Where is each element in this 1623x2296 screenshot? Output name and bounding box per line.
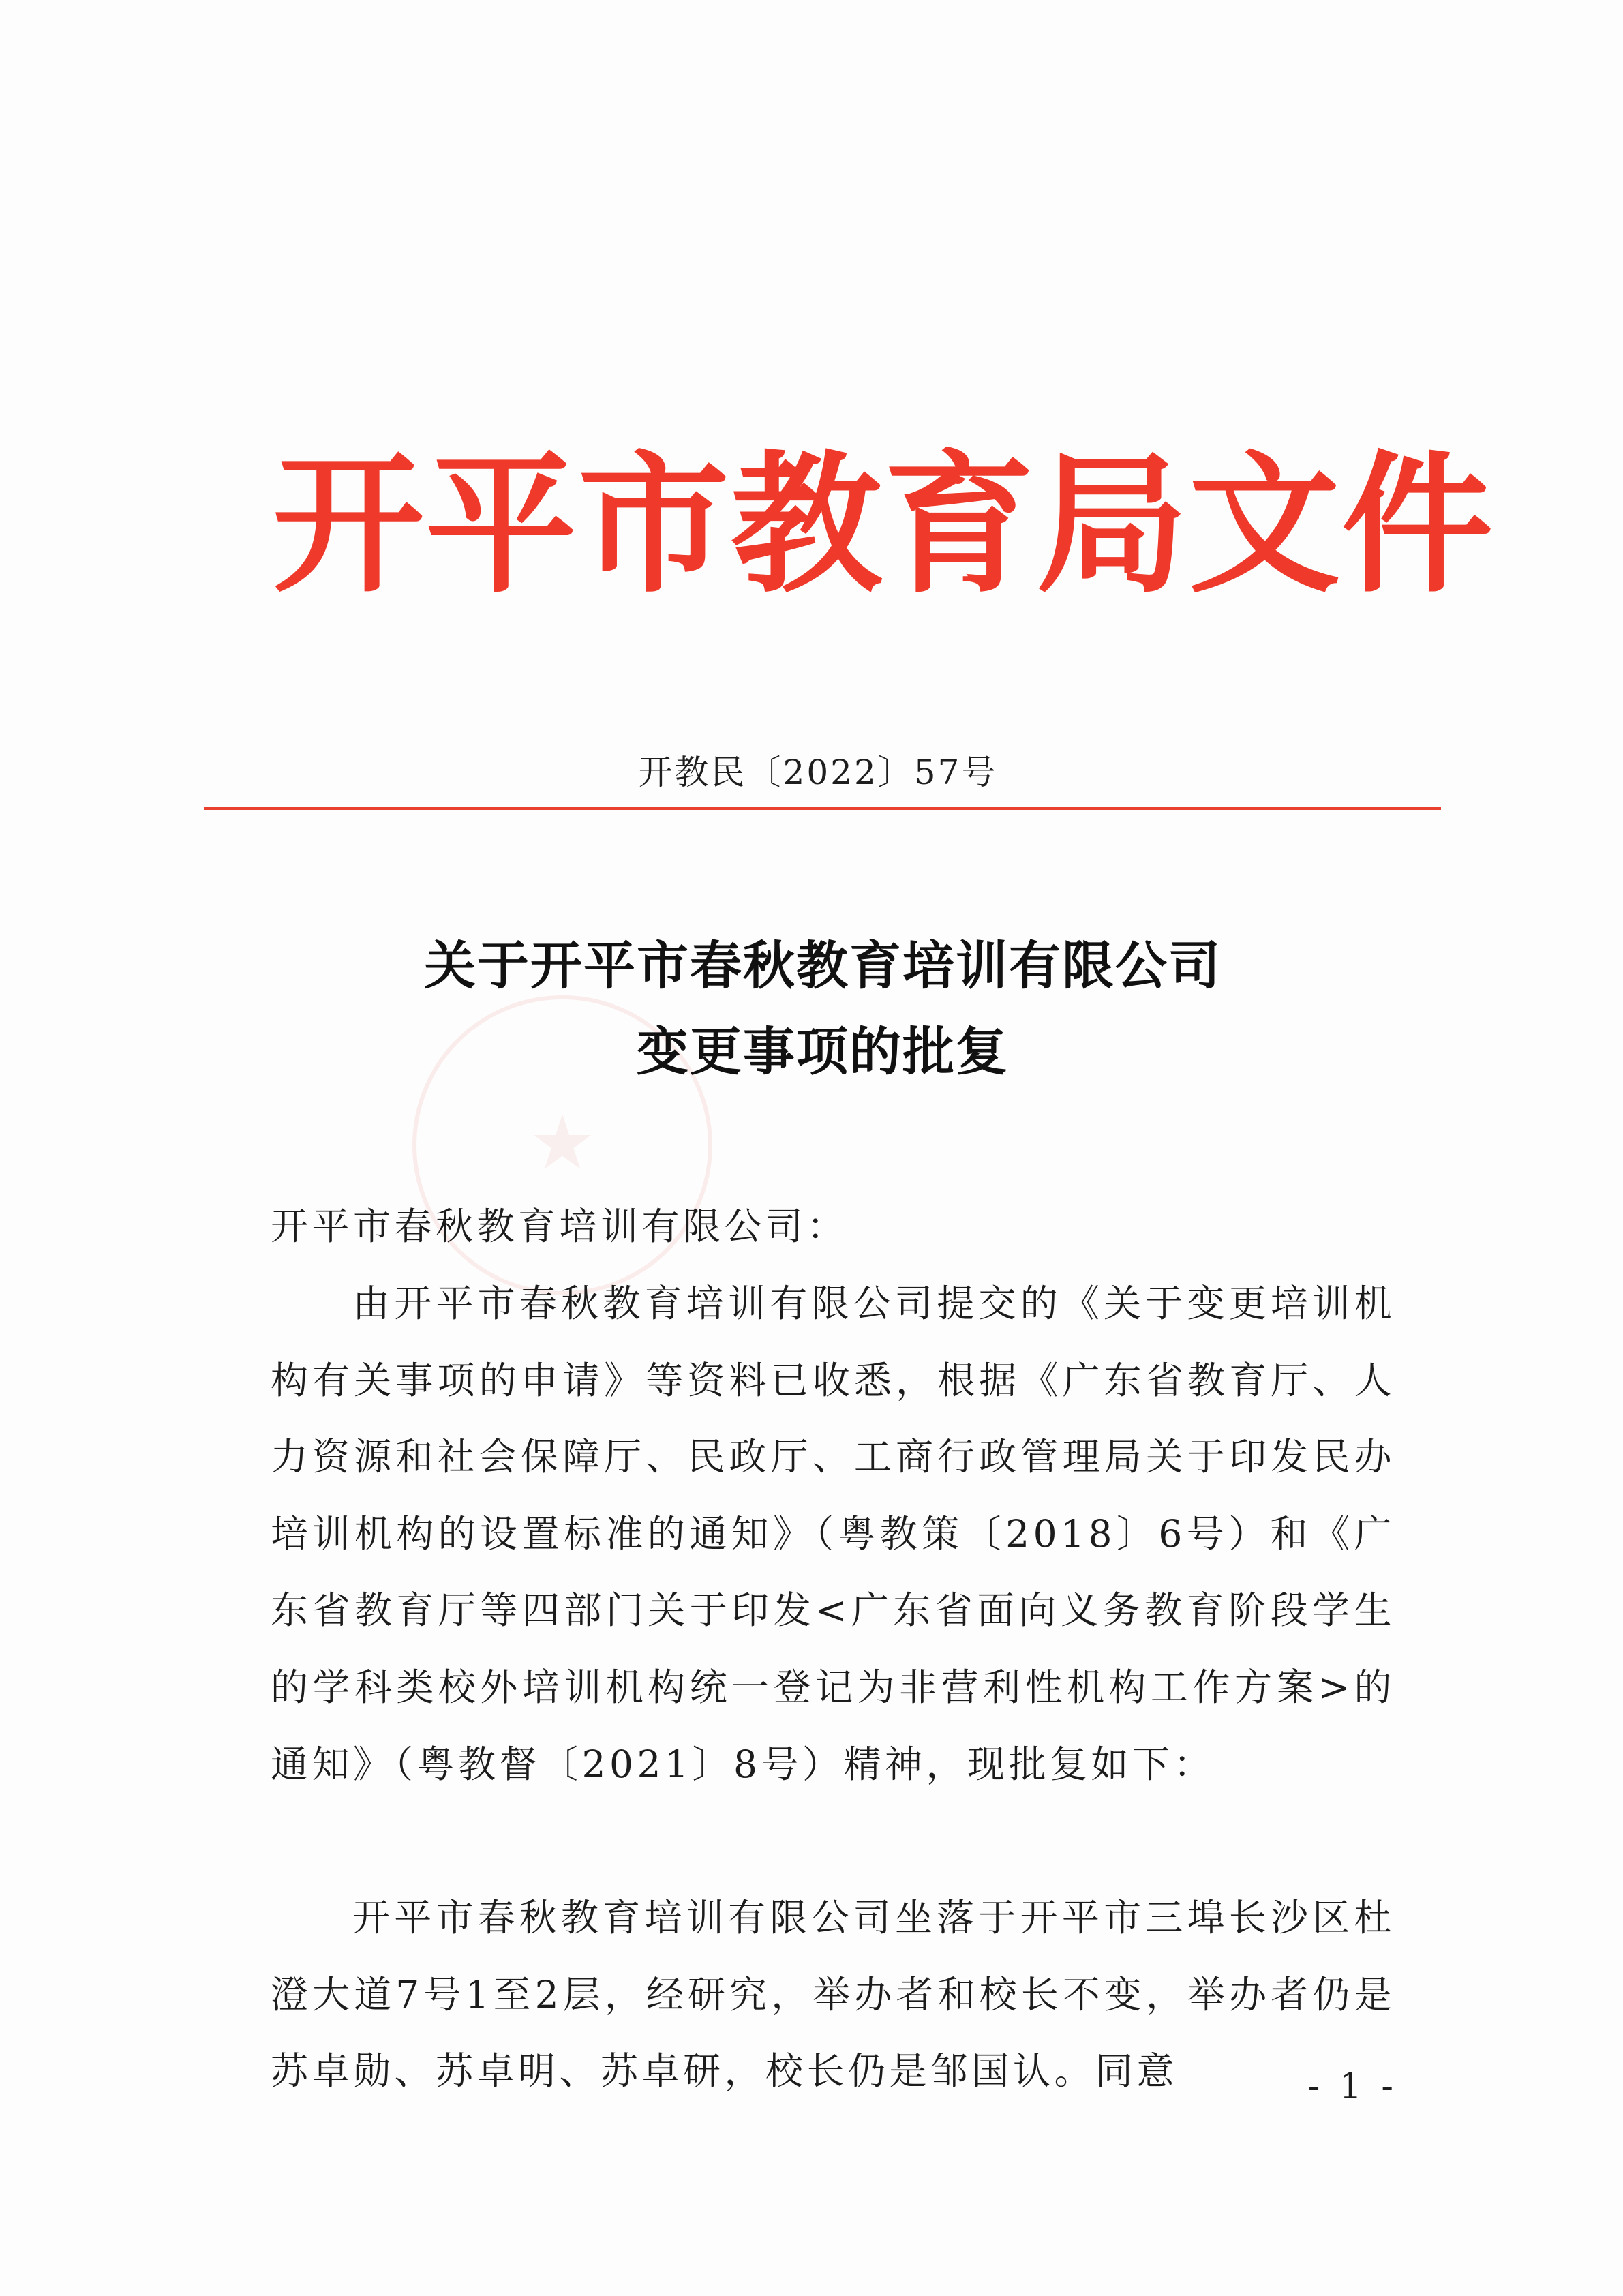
red-divider-line	[204, 807, 1441, 810]
addressee: 开平市春秋教育培训有限公司：	[271, 1205, 849, 1248]
page-number: - 1 -	[1307, 2066, 1397, 2107]
document-title-line-2: 变更事项的批复	[637, 1021, 1009, 1082]
document-title-line-1: 关于开平市春秋教育培训有限公司	[424, 935, 1222, 996]
body-paragraph-2: 开平市春秋教育培训有限公司坐落于开平市三埠长沙区杜澄大道7号1至2层，经研究，举办者和校长不变，举办者仍是苏卓勋、苏卓明、苏卓研，校长仍是邹国认。同意	[271, 1896, 1395, 2094]
seal-star-icon: ★	[528, 1099, 596, 1186]
body-paragraph-1: 由开平市春秋教育培训有限公司提交的《关于变更培训机构有关事项的申请》等资料已收悉，根据《广东省教育厅、人力资源和社会保障厅、民政厅、工商行政管理局关于印发民办培训机构的设置标准的通知》（粤教策〔2018〕6号）和《广东省教育厅等四部门关于印发<广东省面向义务教育阶段学生的学科类校外培训机构统一登记为非营利性机构工作方案>的通知》（粤教督〔2021〕8号）精神，现批复如下：	[271, 1282, 1395, 1786]
masthead-title: 开平市教育局文件	[273, 436, 1494, 614]
document-number: 开教民〔2022〕57号	[638, 753, 998, 792]
